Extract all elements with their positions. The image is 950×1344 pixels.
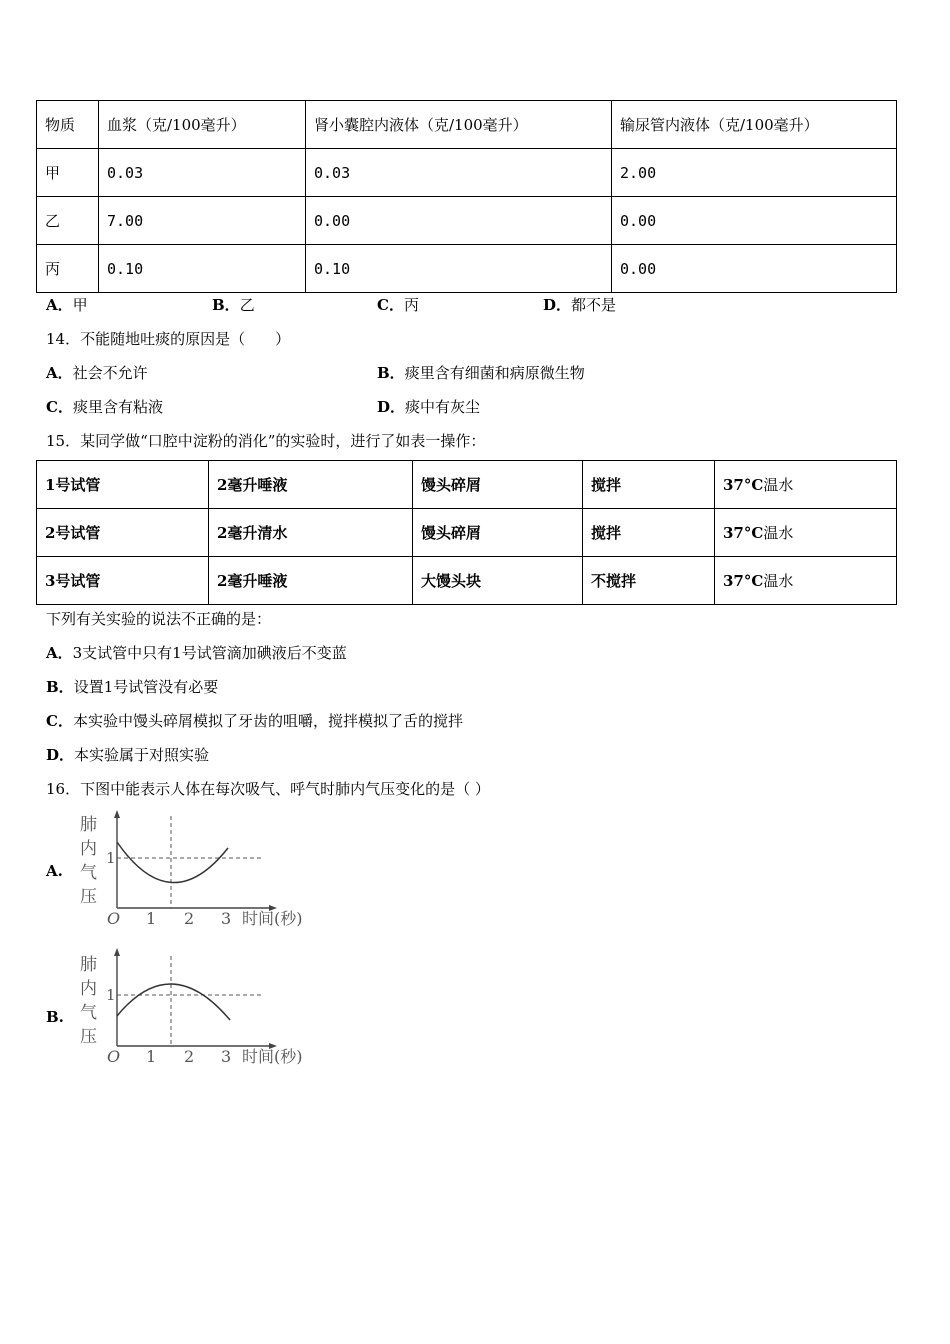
table-cell <box>715 461 897 509</box>
option-text: 设置1号试管没有必要 <box>73 678 219 696</box>
y-tick-label: 1 <box>106 849 116 867</box>
option-a[interactable] <box>46 294 88 315</box>
option-text: 痰里含有粘液 <box>72 398 163 416</box>
y-axis-label-char: 压 <box>80 1027 97 1047</box>
option-letter: A． <box>46 644 73 662</box>
option-letter: C． <box>377 296 404 314</box>
option-letter: C． <box>46 398 73 416</box>
table-header: 血浆（克/100毫升） <box>99 101 306 149</box>
x-axis-label: 时间(秒) <box>242 1047 303 1066</box>
table-cell: 3号试管 <box>37 557 209 605</box>
pressure-curve <box>117 984 230 1020</box>
table-row <box>37 149 897 197</box>
table-cell: 2.00 <box>612 149 897 197</box>
substance-table <box>36 100 897 293</box>
table-cell: 不搅拌 <box>583 557 715 605</box>
table-cell: 搅拌 <box>583 461 715 509</box>
table-cell: 0.00 <box>306 197 612 245</box>
origin-label: O <box>107 1047 121 1066</box>
table-row <box>37 557 897 605</box>
option-text: 丙 <box>403 296 419 314</box>
table-cell <box>715 557 897 605</box>
table-header: 肾小囊腔内液体（克/100毫升） <box>306 101 612 149</box>
temperature: 37°C <box>723 524 764 542</box>
table-row <box>37 197 897 245</box>
option-text: 本实验属于对照实验 <box>74 746 210 764</box>
option-a[interactable] <box>46 362 148 383</box>
option-letter: D． <box>46 746 75 764</box>
table-cell: 7.00 <box>99 197 306 245</box>
x-tick-label: 3 <box>221 909 232 928</box>
option-letter: A． <box>46 296 73 314</box>
table-cell: 1号试管 <box>37 461 209 509</box>
table-cell: 0.00 <box>612 197 897 245</box>
option-b[interactable] <box>377 362 585 383</box>
y-axis-label-char: 气 <box>80 1003 97 1023</box>
option-b[interactable] <box>212 294 255 315</box>
table-cell: 丙 <box>37 245 99 293</box>
table-cell: 0.03 <box>99 149 306 197</box>
option-a-label[interactable]: A. <box>46 862 63 880</box>
x-tick-label: 1 <box>146 909 157 928</box>
table-cell: 馒头碎屑 <box>413 509 583 557</box>
table-header: 物质 <box>37 101 99 149</box>
graph-a <box>72 808 332 932</box>
origin-label: O <box>107 909 121 928</box>
table-row <box>37 101 897 149</box>
option-text: 3支试管中只有1号试管滴加碘液后不变蓝 <box>72 644 347 662</box>
table-cell: 2毫升唾液 <box>209 461 413 509</box>
option-letter: B． <box>46 678 74 696</box>
option-c[interactable] <box>46 710 463 731</box>
option-text: 社会不允许 <box>72 364 148 382</box>
water-label: 温水 <box>763 572 794 590</box>
table-cell: 2号试管 <box>37 509 209 557</box>
option-letter: D． <box>377 398 406 416</box>
y-axis-label-char: 肺 <box>80 955 97 975</box>
x-axis-label: 时间(秒) <box>242 909 303 928</box>
table-row <box>37 461 897 509</box>
question-15-prompt: 下列有关实验的说法不正确的是： <box>46 610 272 628</box>
option-b-label[interactable]: B. <box>46 1008 64 1026</box>
y-axis-arrow <box>114 810 120 818</box>
option-b[interactable] <box>46 676 218 697</box>
table-cell: 乙 <box>37 197 99 245</box>
option-letter: C． <box>46 712 73 730</box>
y-axis-label-char: 肺 <box>80 815 97 835</box>
option-text: 痰中有灰尘 <box>405 398 481 416</box>
option-letter: A． <box>46 364 73 382</box>
x-tick-label: 2 <box>184 1047 195 1066</box>
table-cell <box>715 509 897 557</box>
question-16-stem: 16．下图中能表示人体在每次吸气、呼气时肺内气压变化的是（ ） <box>46 780 490 798</box>
temperature: 37°C <box>723 476 764 494</box>
option-text: 甲 <box>72 296 88 314</box>
table-cell: 0.10 <box>306 245 612 293</box>
table-cell: 搅拌 <box>583 509 715 557</box>
table-cell: 大馒头块 <box>413 557 583 605</box>
water-label: 温水 <box>763 524 794 542</box>
x-tick-label: 1 <box>146 1047 157 1066</box>
x-tick-label: 2 <box>184 909 195 928</box>
option-c[interactable] <box>46 396 163 417</box>
option-text: 都不是 <box>571 296 617 314</box>
y-tick-label: 1 <box>106 986 116 1004</box>
table-row <box>37 509 897 557</box>
option-letter: B． <box>377 364 405 382</box>
table-cell: 2毫升唾液 <box>209 557 413 605</box>
x-tick-label: 3 <box>221 1047 232 1066</box>
option-d[interactable] <box>543 294 616 315</box>
y-axis-arrow <box>114 948 120 956</box>
table-cell: 0.10 <box>99 245 306 293</box>
table-row <box>37 245 897 293</box>
temperature: 37°C <box>723 572 764 590</box>
option-letter: D． <box>543 296 572 314</box>
pressure-curve <box>117 842 228 883</box>
question-14-stem: 14．不能随地吐痰的原因是（ ） <box>46 330 291 348</box>
graph-b <box>72 944 332 1068</box>
option-d[interactable] <box>377 396 480 417</box>
option-c[interactable] <box>377 294 419 315</box>
y-axis-label-char: 内 <box>80 979 97 999</box>
table-cell: 0.03 <box>306 149 612 197</box>
option-text: 乙 <box>239 296 255 314</box>
table-cell: 2毫升清水 <box>209 509 413 557</box>
table-cell: 甲 <box>37 149 99 197</box>
option-a[interactable] <box>46 642 347 663</box>
y-axis-label-char: 气 <box>80 863 97 883</box>
table-header: 输尿管内液体（克/100毫升） <box>612 101 897 149</box>
experiment-table <box>36 460 897 605</box>
option-text: 本实验中馒头碎屑模拟了牙齿的咀嚼，搅拌模拟了舌的搅拌 <box>72 712 463 730</box>
question-15-stem: 15．某同学做“口腔中淀粉的消化”的实验时，进行了如表一操作： <box>46 432 486 450</box>
y-axis-label-char: 内 <box>80 839 97 859</box>
table-cell: 馒头碎屑 <box>413 461 583 509</box>
option-text: 痰里含有细菌和病原微生物 <box>404 364 585 382</box>
water-label: 温水 <box>763 476 794 494</box>
y-axis-label-char: 压 <box>80 887 97 907</box>
table-cell: 0.00 <box>612 245 897 293</box>
option-letter: B． <box>212 296 240 314</box>
option-d[interactable] <box>46 744 209 765</box>
